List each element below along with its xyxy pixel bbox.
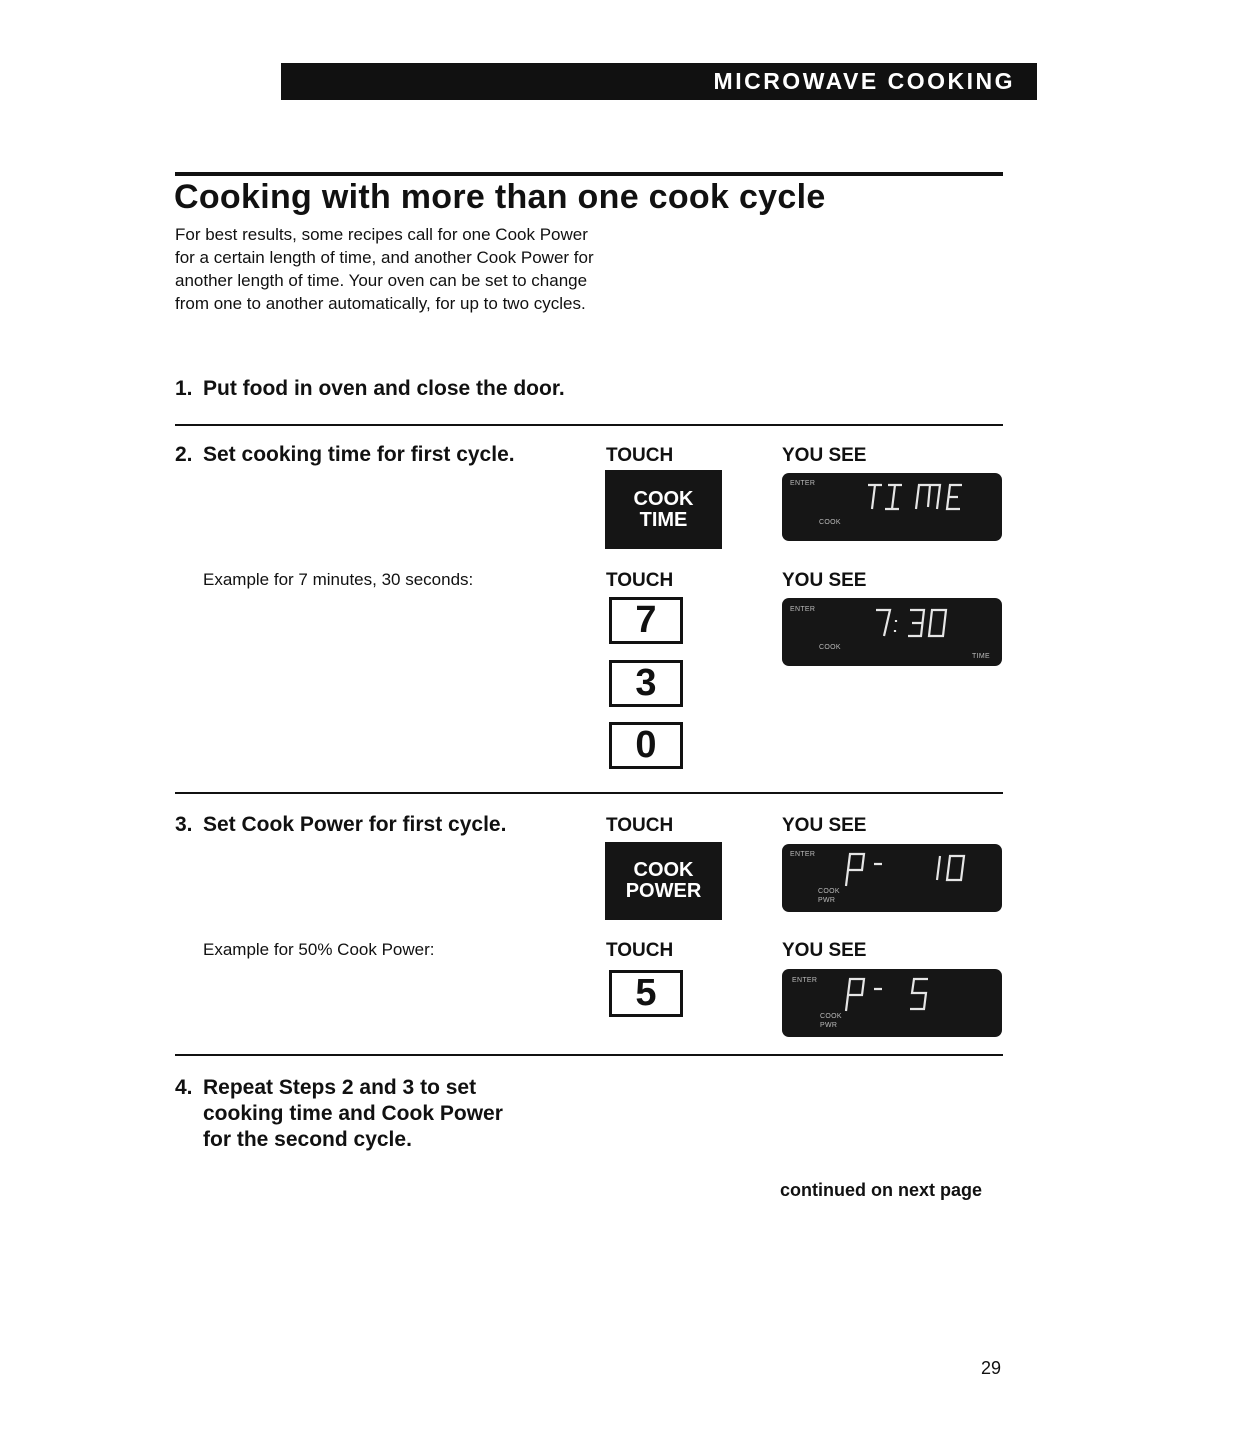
display-indicator: TIME [972,653,990,660]
example-text: Example for 7 minutes, 30 seconds: [203,570,474,589]
display-indicator: COOK [819,644,841,651]
segment-digits [782,844,1002,912]
page-title: Cooking with more than one cook cycle [174,178,826,216]
step-text: cooking time and Cook Power [203,1102,503,1125]
step-4 [175,1075,503,1153]
display-indicator: COOK [818,888,840,895]
continued-note: continued on next page [780,1180,983,1200]
display-indicator: ENTER [790,480,816,487]
step-text: Repeat Steps 2 and 3 to set [203,1076,477,1099]
divider [175,792,1003,794]
cook-power-key[interactable] [605,842,722,920]
step-text: Put food in oven and close the door. [203,377,565,400]
step-number: 4. [175,1076,193,1099]
step-3 [175,812,506,838]
step-text: Set cooking time for first cycle. [203,443,515,466]
segment-digits [782,473,1002,541]
you-see-label: YOU SEE [782,445,867,466]
step-number: 1. [175,377,193,400]
step-number: 3. [175,813,193,836]
number-key-5[interactable]: 5 [609,970,683,1017]
section-banner [281,63,1037,100]
display-indicator: PWR [818,897,836,904]
you-see-label: YOU SEE [782,815,867,836]
cook-time-key[interactable] [605,470,722,549]
display-p-5 [782,969,1002,1037]
number-key-0[interactable]: 0 [609,722,683,769]
touch-label: TOUCH [606,570,674,591]
you-see-label: YOU SEE [782,570,867,591]
touch-label: TOUCH [606,940,674,961]
page-number: 29 [981,1358,1002,1378]
display-indicator: PWR [820,1022,838,1029]
display-indicator: COOK [820,1013,842,1020]
key-label-line: COOK [633,487,694,510]
example-text: Example for 50% Cook Power: [203,940,435,959]
key-label-line: TIME [639,508,688,531]
number-key-7[interactable]: 7 [609,597,683,644]
intro-paragraph: For best results, some recipes call for one Cook Power for a certain length of time, and another Cook Power for another length of time. Your oven can be set to change from one to another automatically, for up to two cycles. [175,225,594,313]
key-label-line: POWER [625,880,702,902]
step-2 [175,442,515,468]
touch-label: TOUCH [606,445,674,466]
you-see-label: YOU SEE [782,940,867,961]
touch-label: TOUCH [606,815,674,836]
display-indicator: ENTER [792,977,818,984]
step-number: 2. [175,443,193,466]
display-indicator: COOK [819,519,841,526]
step-text: for the second cycle. [203,1128,412,1151]
number-key-3[interactable]: 3 [609,660,683,707]
divider [175,424,1003,426]
segment-digits [782,598,1002,666]
divider [175,1054,1003,1056]
segment-digits [782,969,1002,1037]
display-7-30 [782,598,1002,666]
title-rule [175,172,1003,176]
key-label-line: COOK [633,859,694,881]
section-banner-text: MICROWAVE COOKING [713,68,1015,94]
display-time [782,473,1002,541]
display-indicator: ENTER [790,851,816,858]
display-p-10 [782,844,1002,912]
step-1 [175,376,565,402]
display-indicator: ENTER [790,606,816,613]
step-text: Set Cook Power for first cycle. [203,813,507,836]
